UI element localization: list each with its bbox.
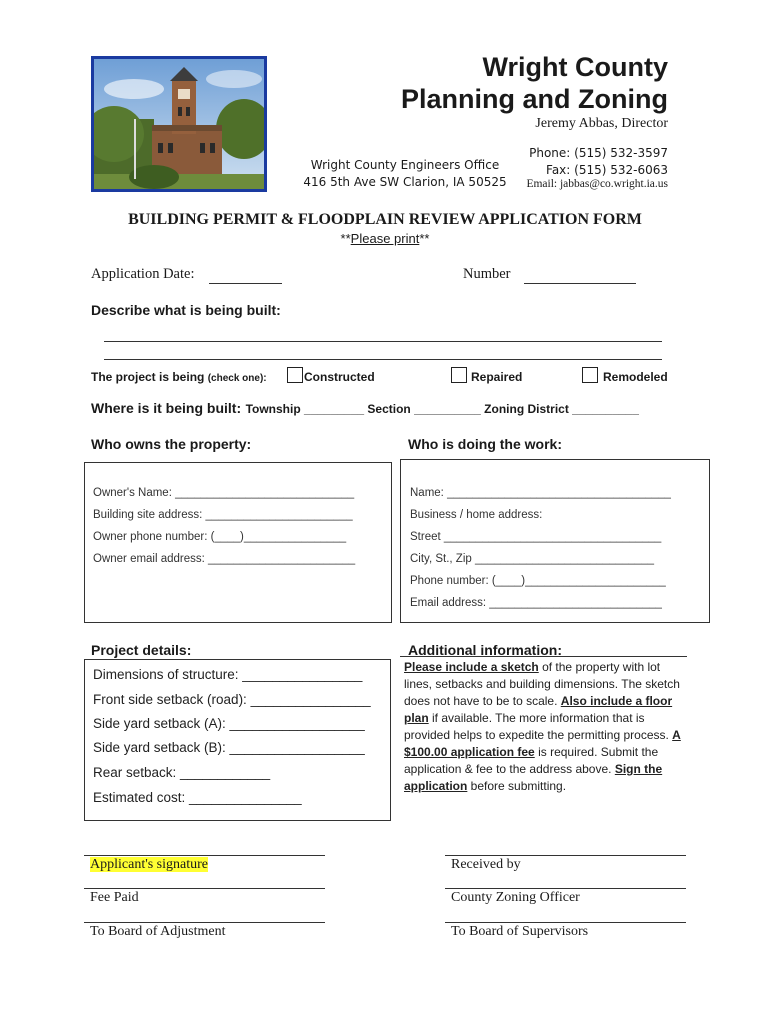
application-date-field[interactable] xyxy=(209,283,282,284)
worker-heading: Who is doing the work: xyxy=(408,436,562,452)
owner-email-field[interactable]: Owner email address: _______________________ xyxy=(93,553,356,565)
describe-line-2[interactable] xyxy=(104,359,662,360)
project-details-heading: Project details: xyxy=(91,642,192,658)
received-by-label: Received by xyxy=(451,857,521,872)
describe-line-1[interactable] xyxy=(104,341,662,342)
received-by-line[interactable] xyxy=(445,855,686,856)
worker-name-field[interactable]: Name: ___________________________________ xyxy=(410,487,671,499)
fee-paid-label: Fee Paid xyxy=(90,890,139,905)
form-title: BUILDING PERMIT & FLOODPLAIN REVIEW APPLICATION FORM xyxy=(128,211,642,228)
estimated-cost-field[interactable]: Estimated cost: _______________ xyxy=(93,790,302,805)
remodeled-label: Remodeled xyxy=(603,370,668,384)
dimensions-field[interactable]: Dimensions of structure: ________________ xyxy=(93,667,363,682)
project-details-box xyxy=(84,659,391,821)
zoning-officer-line[interactable] xyxy=(445,888,686,889)
board-supervisors-label: To Board of Supervisors xyxy=(451,924,589,939)
email-address: Email: jabbas@co.wright.ia.us xyxy=(526,178,668,190)
constructed-label: Constructed xyxy=(304,370,375,384)
zoning-officer-label: County Zoning Officer xyxy=(451,890,580,905)
phone-number: Phone: (515) 532-3597 xyxy=(529,146,668,160)
print-note: **Please print** xyxy=(340,231,430,246)
board-adjustment-line[interactable] xyxy=(84,922,325,923)
fax-number: Fax: (515) 532-6063 xyxy=(546,163,668,177)
city-state-zip-field[interactable]: City, St., Zip ____________________________ xyxy=(410,553,655,565)
where-row: Where is it being built: Township _________ Section __________ Zoning District __________ xyxy=(91,400,639,416)
repaired-checkbox[interactable] xyxy=(451,367,467,383)
additional-info-rule xyxy=(400,656,687,658)
owner-info-box xyxy=(84,462,392,623)
agency-title-line1: Wright County xyxy=(482,52,668,82)
additional-info-text: Please include a sketch of the property with lot lines, setbacks and building dimensions. The sketch does not have to be to scale. Also include a floor plan if available. The more information that is provided helps to expedite the permitting process. A $100.00 application fee is required. Submit the application & fee to the address above. Sign the application before submitting. xyxy=(404,660,681,793)
application-date-label: Application Date: xyxy=(91,266,195,282)
owner-name-field[interactable]: Owner's Name: ____________________________ xyxy=(93,487,355,499)
courthouse-photo xyxy=(91,56,267,192)
office-name: Wright County Engineers Office xyxy=(310,158,500,172)
owner-phone-field[interactable]: Owner phone number: (____)________________ xyxy=(93,531,347,543)
director-name: Jeremy Abbas, Director xyxy=(535,116,668,131)
worker-email-field[interactable]: Email address: ___________________________ xyxy=(410,597,662,609)
board-adjustment-label: To Board of Adjustment xyxy=(90,924,226,939)
project-being-label: The project is being (check one): xyxy=(91,370,267,384)
owner-heading: Who owns the property: xyxy=(91,436,252,452)
constructed-checkbox[interactable] xyxy=(287,367,303,383)
front-setback-field[interactable]: Front side setback (road): ________________ xyxy=(93,692,371,707)
street-field[interactable]: Street __________________________________ xyxy=(410,531,662,543)
describe-label: Describe what is being built: xyxy=(91,302,281,318)
remodeled-checkbox[interactable] xyxy=(582,367,598,383)
board-supervisors-line[interactable] xyxy=(445,922,686,923)
applicant-signature-line[interactable] xyxy=(84,855,325,856)
side-setback-b-field[interactable]: Side yard setback (B): __________________ xyxy=(93,740,365,755)
applicant-signature-label: Applicant's signature xyxy=(90,857,208,872)
office-address: 416 5th Ave SW Clarion, IA 50525 xyxy=(303,175,507,189)
worker-phone-field[interactable]: Phone number: (____)______________________ xyxy=(410,575,666,587)
agency-title-line2: Planning and Zoning xyxy=(401,84,668,114)
courthouse-illustration xyxy=(94,59,264,189)
additional-info-heading: Additional information: xyxy=(408,642,562,658)
business-address-label: Business / home address: xyxy=(410,509,543,521)
side-setback-a-field[interactable]: Side yard setback (A): __________________ xyxy=(93,716,365,731)
fee-paid-line[interactable] xyxy=(84,888,325,889)
number-label: Number xyxy=(463,266,511,282)
number-field[interactable] xyxy=(524,283,636,284)
worker-info-box xyxy=(400,459,710,623)
repaired-label: Repaired xyxy=(471,370,523,384)
rear-setback-field[interactable]: Rear setback: ____________ xyxy=(93,765,271,780)
site-address-field[interactable]: Building site address: _______________________ xyxy=(93,509,353,521)
